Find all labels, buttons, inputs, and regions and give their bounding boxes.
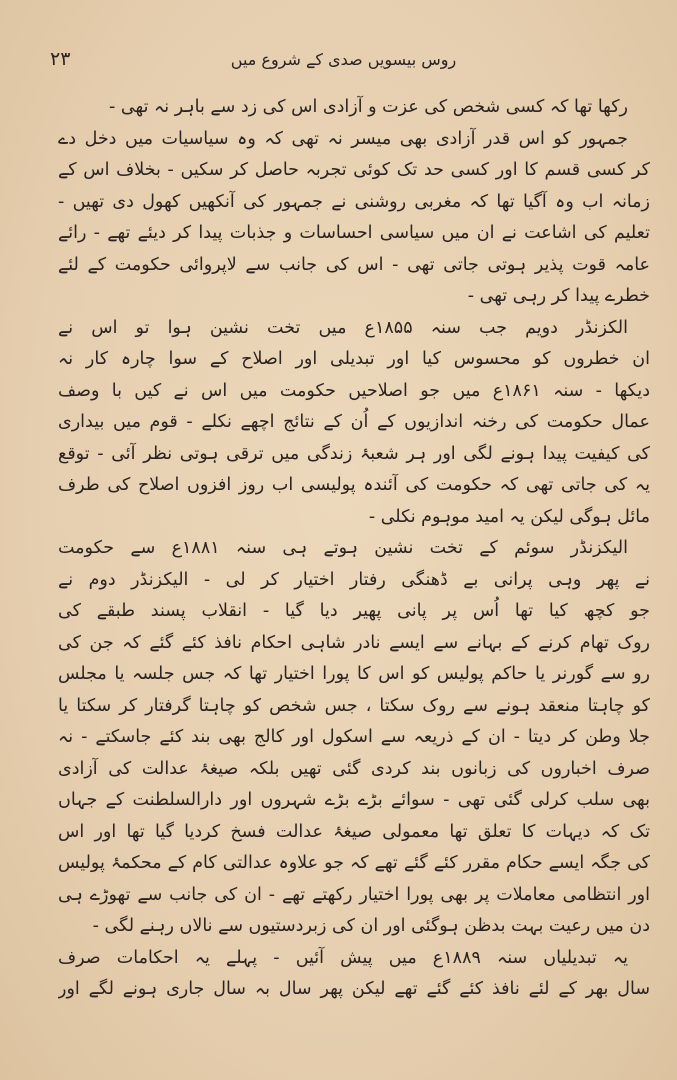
- text-line: تک کہ دیہات کا تعلق تھا معمولی صیغۂ عدالت فسخ کردیا گیا تھا اور اس: [58, 821, 650, 842]
- text-line: جلا وطن کر دیتا - ان کے ذریعہ سے اسکول اور کالج بھی بند کئے جاسکتے - نہ: [58, 727, 650, 747]
- page-header: [50, 48, 637, 78]
- text-line: رکھا تھا کہ کسی شخص کی عزت و آزادی اس کی زد سے باہر نہ تھی -: [109, 97, 628, 117]
- text-line: خطرے پیدا کر رہی تھی -: [467, 286, 650, 306]
- running-title: روس بیسویں صدی کے شروع میں: [230, 50, 457, 69]
- text-line: یہ کی جاتی تھی کہ حکومت کی آئندہ پولیسی اب روز افزوں اصلاح کی طرف: [58, 475, 650, 495]
- text-line: یہ تبدیلیاں سنہ ۱۸۸۹ع میں پیش آئیں - پہلے یہ احکامات صرف: [58, 947, 629, 968]
- text-line: کی کیفیت پیدا ہونے لگی اور ہر شعبۂ زندگی میں ترقی ہوتی نظر آئی - توقع: [58, 443, 650, 464]
- text-line: جمہور کو اس قدر آزادی بھی میسر نہ تھی کہ وہ سیاسیات میں دخل دے: [58, 128, 628, 149]
- text-line: مائل ہوگی لیکن یہ امید موہوم نکلی -: [368, 506, 650, 527]
- text-line: صرف اخباروں کی زبانوں بند کردی گئی تھیں بلکہ صیغۂ عدالت کی آزادی: [58, 758, 650, 779]
- text-line: رو سے گورنر یا حاکم پولیس کو اس کا پورا اختیار تھا کہ جس جلسہ یا مجلس: [58, 664, 650, 684]
- text-line: الیکزنڈر سوئم کے تخت نشین ہوتے ہی سنہ ۱۸۸۱ع سے حکومت: [58, 538, 628, 558]
- text-line: نے پھر وہی پرانی بے ڈھنگی رفتار اختیار کر لی - الیکزنڈر دوم نے: [58, 569, 650, 590]
- text-line: عامہ قوت پذیر ہوتی جاتی تھی - اس کی جانب سے لاپروائی حکومت کے لئے: [58, 254, 650, 275]
- text-line: بھی سلب کرلی گئی تھی - سوائے بڑے بڑے شہروں اور دارالسلطنت کے جہاں: [58, 790, 650, 810]
- paragraph: [58, 313, 650, 534]
- text-line: دیکھا - سنہ ۱۸۶۱ع میں جو اصلاحیں حکومت میں اس نے کیں با وصف: [58, 380, 650, 401]
- page-body: [58, 92, 650, 1006]
- text-line: تعلیم کی اشاعت نے ان میں سیاسی احساسات و جذبات پیدا کر دیئے تھے - رائے: [58, 223, 650, 243]
- paragraph: [58, 124, 650, 313]
- text-line: عمال حکومت کی رخنہ اندازیوں کے اُن کے نتائج اچھے نکلے - قوم میں بیداری: [58, 412, 650, 432]
- page-number: ۲۳: [50, 48, 71, 70]
- text-line: زمانہ اب وہ آگیا تھا کہ مغربی روشنی نے جمہور کی آنکھیں کھول دی تھیں -: [58, 191, 650, 212]
- text-line: جو کچھ کیا تھا اُس پر پانی پھیر دیا گیا - انقلاب پسند طبقے کی: [58, 601, 650, 621]
- text-line: الکزنڈر دویم جب سنہ ۱۸۵۵ع میں تخت نشین ہوا تو اس نے: [58, 317, 629, 338]
- paragraph: [58, 943, 650, 1006]
- text-line: دن میں رعیت بہت بدظن ہوگئی اور ان کی زبردستیوں سے نالاں رہنے لگی -: [92, 916, 650, 936]
- text-line: کر کسی قسم کا اور کسی حد تک کوئی تجربہ حاصل کر سکیں - بخلاف اس کے: [58, 160, 650, 180]
- paragraph: [58, 533, 650, 943]
- text-line: اور انتظامی معاملات پر بھی پورا اختیار رکھتے تھے - ان کی جانب سے تھوڑے ہی: [58, 884, 650, 905]
- text-line: سال بھر کے لئے نافذ کئے گئے تھے لیکن پھر سال بہ سال جاری ہونے لگے اور: [58, 979, 650, 999]
- text-line: کی جگہ ایسے حکام مقرر کئے گئے تھے کہ جو علاوہ عدالتی کام کے محکمۂ پولیس: [58, 853, 650, 873]
- text-line: روک تھام کرنے کے بہانے سے ایسے نادر شاہی احکام نافذ کئے گئے کہ جن کی: [58, 632, 650, 653]
- text-line: کو چاہتا منعقد ہونے سے روک سکتا ، جس شخص کو چاہتا گرفتار کر سکتا یا: [58, 695, 650, 716]
- paragraph: [58, 92, 650, 124]
- text-line: ان خطروں کو محسوس کیا اور تبدیلی اور اصلاح کے سوا چارہ کار نہ: [58, 349, 650, 369]
